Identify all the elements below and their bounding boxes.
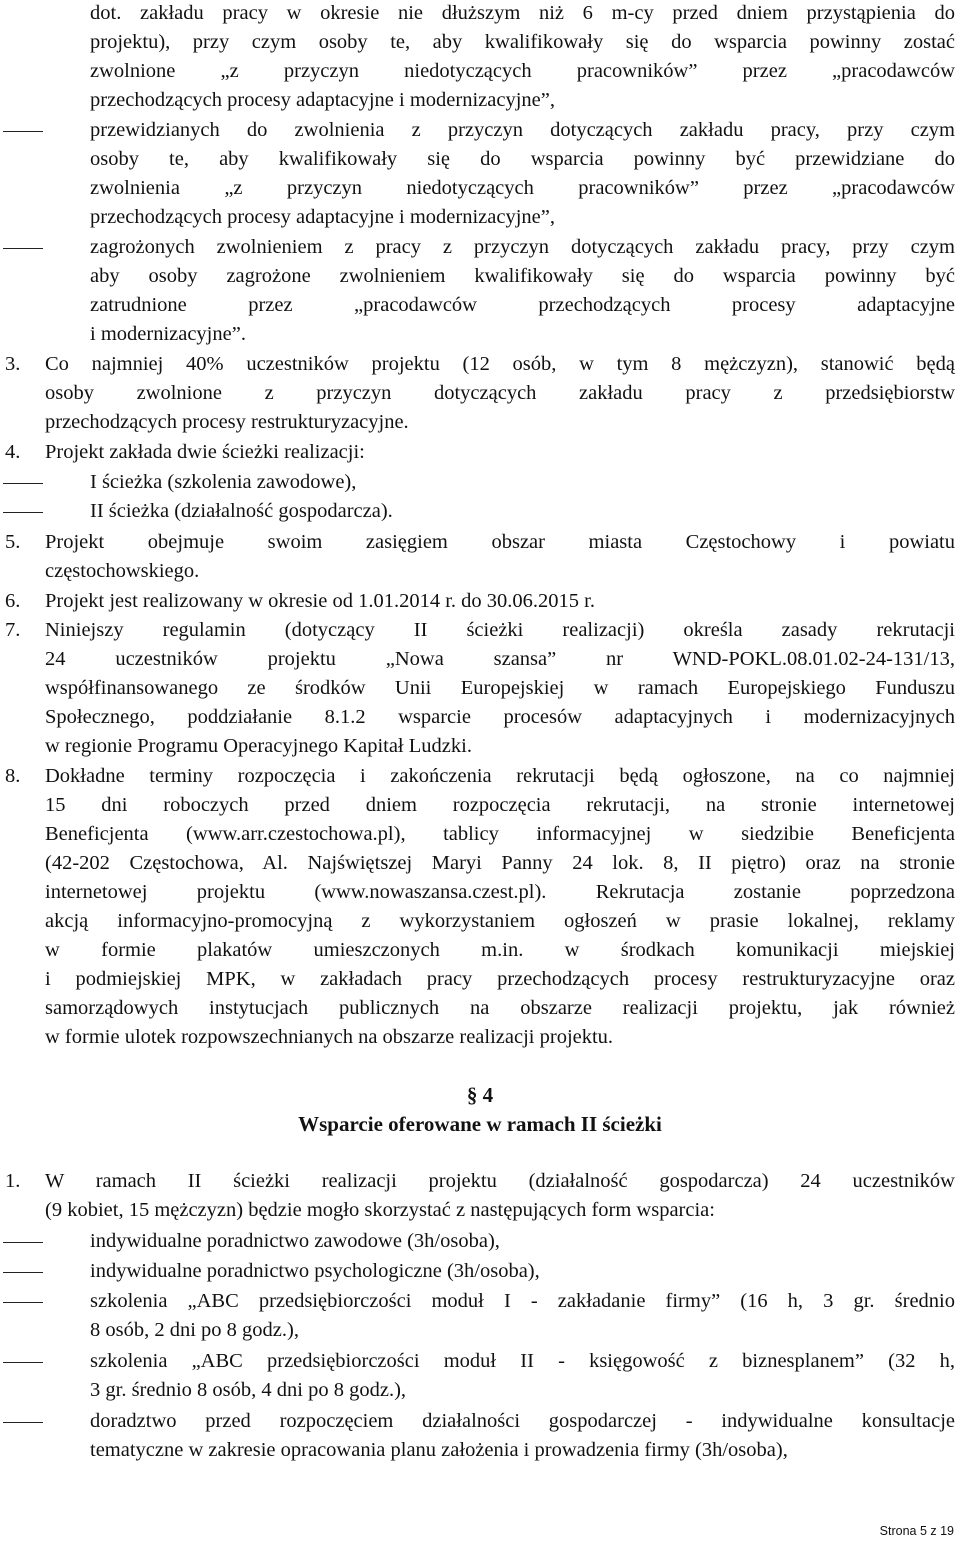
text-line: samorządowych instytucjach publicznych na obszarze realizacji projektu, jak również: [45, 997, 955, 1019]
text-line: aby osoby zagrożone zwolnieniem kwalifikowały się do wsparcia powinny być: [90, 265, 955, 287]
text-line: tematyczne w zakresie opracowania planu założenia i prowadzenia firmy (3h/osoba),: [90, 1439, 788, 1461]
text-line: przechodzących procesy adaptacyjne i modernizacyjne”,: [90, 206, 555, 228]
section-number: § 4: [466, 1083, 494, 1107]
text-line: I ścieżka (szkolenia zawodowe),: [90, 471, 357, 493]
text-line: przewidzianych do zwolnienia z przyczyn dotyczących zakładu pracy, przy czym: [90, 119, 955, 141]
dash-bullet: [3, 248, 43, 249]
text-line: w formie plakatów umieszczonych m.in. w środkach komunikacji miejskiej: [45, 939, 955, 961]
dash-bullet: [3, 1302, 43, 1303]
dash-bullet: [3, 131, 43, 132]
text-line: II ścieżka (działalność gospodarcza).: [90, 500, 393, 522]
list-number: 1.: [5, 1170, 21, 1192]
text-line: akcją informacyjno-promocyjną z wykorzystaniem ogłoszeń w prasie lokalnej, reklamy: [45, 910, 955, 932]
text-line: Co najmniej 40% uczestników projektu (12 osób, w tym 8 mężczyzn), stanowić będą: [45, 353, 955, 375]
dash-bullet: [3, 1362, 43, 1363]
section-title: Wsparcie oferowane w ramach II ścieżki: [298, 1112, 662, 1136]
text-line: indywidualne poradnictwo psychologiczne (3h/osoba),: [90, 1260, 540, 1282]
text-line: indywidualne poradnictwo zawodowe (3h/osoba),: [90, 1230, 500, 1252]
dash-bullet: [3, 1242, 43, 1243]
text-line: zwolnione „z przyczyn niedotyczących pracowników” przez „pracodawców: [90, 60, 955, 82]
text-line: internetowej projektu (www.nowaszansa.czest.pl). Rekrutacja zostanie poprzedzona: [45, 881, 955, 903]
text-line: 24 uczestników projektu „Nowa szansa” nr WND-POKL.08.01.02-24-131/13,: [45, 648, 955, 670]
text-line: 15 dni roboczych przed dniem rozpoczęcia rekrutacji, na stronie internetowej: [45, 794, 955, 816]
list-number: 7.: [5, 619, 21, 641]
text-line: doradztwo przed rozpoczęciem działalności gospodarczej - indywidualne konsultacje: [90, 1410, 955, 1432]
text-line: i podmiejskiej MPK, w zakładach pracy przechodzących procesy restrukturyzacyjne oraz: [45, 968, 955, 990]
page-number: Strona 5 z 19: [879, 1524, 954, 1538]
text-line: i modernizacyjne”.: [90, 323, 246, 345]
text-line: zagrożonych zwolnieniem z pracy z przyczyn dotyczących zakładu pracy, przy czym: [90, 236, 955, 258]
dash-bullet: [3, 483, 43, 484]
text-line: (9 kobiet, 15 mężczyzn) będzie mogło skorzystać z następujących form wsparcia:: [45, 1199, 715, 1221]
text-line: 3 gr. średnio 8 osób, 4 dni po 8 godz.),: [90, 1379, 407, 1401]
text-line: Społecznego, poddziałanie 8.1.2 wsparcie procesów adaptacyjnych i modernizacyjnych: [45, 706, 955, 728]
text-line: przechodzących procesy restrukturyzacyjne.: [45, 411, 409, 433]
text-line: osoby te, aby kwalifikowały się do wsparcia powinny być przewidziane do: [90, 148, 955, 170]
text-line: częstochowskiego.: [45, 560, 200, 582]
text-line: przechodzących procesy adaptacyjne i modernizacyjne”,: [90, 89, 555, 111]
text-line: w regionie Programu Operacyjnego Kapitał Ludzki.: [45, 735, 472, 757]
dash-bullet: [3, 512, 43, 513]
text-line: szkolenia „ABC przedsiębiorczości moduł I - zakładanie firmy” (16 h, 3 gr. średnio: [90, 1290, 955, 1312]
text-line: dot. zakładu pracy w okresie nie dłuższym niż 6 m-cy przed dniem przystąpienia do: [90, 2, 955, 24]
text-line: Beneficjenta (www.arr.czestochowa.pl), tablicy informacyjnej w siedzibie Beneficjenta: [45, 823, 955, 845]
list-number: 8.: [5, 765, 21, 787]
list-number: 5.: [5, 531, 21, 553]
dash-bullet: [3, 1272, 43, 1273]
text-line: Projekt jest realizowany w okresie od 1.01.2014 r. do 30.06.2015 r.: [45, 590, 595, 612]
text-line: W ramach II ścieżki realizacji projektu (działalność gospodarcza) 24 uczestników: [45, 1170, 955, 1192]
text-line: Niniejszy regulamin (dotyczący II ścieżki realizacji) określa zasady rekrutacji: [45, 619, 955, 641]
text-line: osoby zwolnione z przyczyn dotyczących zakładu pracy z przedsiębiorstw: [45, 382, 955, 404]
list-number: 3.: [5, 353, 21, 375]
list-number: 4.: [5, 441, 21, 463]
text-line: (42-202 Częstochowa, Al. Najświętszej Maryi Panny 24 lok. 8, II piętro) oraz na stronie: [45, 852, 955, 874]
list-number: 6.: [5, 590, 21, 612]
text-line: zwolnienia „z przyczyn niedotyczących pracowników” przez „pracodawców: [90, 177, 955, 199]
text-line: w formie ulotek rozpowszechnianych na obszarze realizacji projektu.: [45, 1026, 614, 1048]
dash-bullet: [3, 1422, 43, 1423]
text-line: współfinansowanego ze środków Unii Europejskiej w ramach Europejskiego Funduszu: [45, 677, 955, 699]
text-line: zatrudnione przez „pracodawców przechodzących procesy adaptacyjne: [90, 294, 955, 316]
text-line: szkolenia „ABC przedsiębiorczości moduł II - księgowość z biznesplanem” (32 h,: [90, 1350, 955, 1372]
text-line: 8 osób, 2 dni po 8 godz.),: [90, 1319, 299, 1341]
text-line: Dokładne terminy rozpoczęcia i zakończenia rekrutacji będą ogłoszone, na co najmniej: [45, 765, 955, 787]
text-line: Projekt obejmuje swoim zasięgiem obszar miasta Częstochowy i powiatu: [45, 531, 955, 553]
text-line: Projekt zakłada dwie ścieżki realizacji:: [45, 441, 365, 463]
text-line: projektu), przy czym osoby te, aby kwalifikowały się do wsparcia powinny zostać: [90, 31, 955, 53]
